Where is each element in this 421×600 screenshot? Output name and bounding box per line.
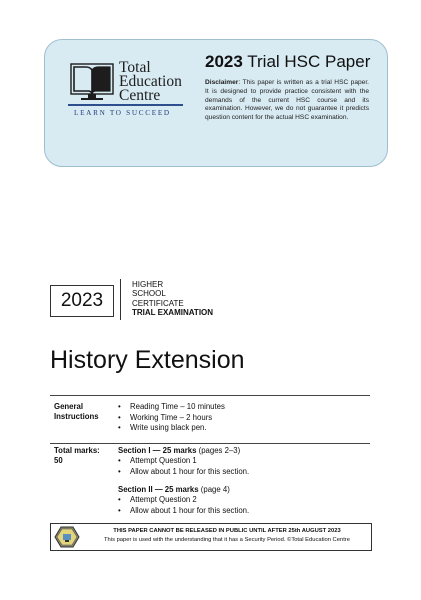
list-item: • Allow about 1 hour for this section.	[118, 467, 249, 478]
logo-rule	[68, 104, 183, 106]
cert-line: CERTIFICATE	[132, 298, 184, 308]
section-1-pages: (pages 2–3)	[196, 446, 241, 455]
divider	[120, 279, 121, 320]
total-marks-label	[54, 446, 100, 466]
list-item: • Allow about 1 hour for this section.	[118, 506, 249, 517]
list-item: • Write using black pen.	[118, 423, 225, 434]
exam-year-box: 2023	[50, 285, 114, 317]
general-instructions-label: General Instructions	[54, 402, 99, 421]
section-2-heading	[118, 485, 230, 495]
footer-release-notice: THIS PAPER CANNOT BE RELEASED IN PUBLIC UNTIL AFTER 25th AUGUST 2023	[113, 528, 341, 534]
divider	[50, 395, 370, 396]
subject-title: History Extension	[50, 346, 245, 374]
general-instructions-list	[118, 402, 225, 434]
list-item: • Attempt Question 2	[118, 495, 249, 506]
list-item: • Reading Time – 10 minutes	[118, 402, 225, 413]
section-1-list	[118, 456, 249, 477]
section-2-title: Section II — 25 marks	[118, 485, 199, 494]
logo-text: Total Education Centre	[119, 59, 182, 104]
cert-line-trial: TRIAL EXAMINATION	[132, 308, 214, 318]
list-item: • Working Time – 2 hours	[118, 413, 225, 424]
disclaimer	[205, 79, 369, 123]
total-education-centre-logo	[68, 61, 183, 121]
logo-tagline: LEARN TO SUCCEED	[74, 109, 171, 117]
cert-line: SCHOOL	[132, 289, 166, 299]
paper-title-text: Trial HSC Paper	[247, 52, 371, 71]
list-item: • Attempt Question 1	[118, 456, 249, 467]
security-badge-icon	[54, 526, 80, 548]
book-monitor-icon	[68, 61, 116, 103]
paper-year: 2023	[205, 52, 243, 71]
footer-security-notice: This paper is used with the understanding that it has a Security Period. ©Total Education Centre	[104, 537, 350, 543]
divider	[50, 443, 370, 444]
security-footer	[50, 523, 372, 551]
disclaimer-label: Disclaimer	[205, 79, 239, 86]
cert-line: HIGHER	[132, 280, 164, 289]
disclaimer-text: : This paper is written as a trial HSC paper. It is designed to provide practice consistent with the demands of the current HSC course and its examination. However, we do not guarantee it predicts question content for the actual HSC examination.	[205, 79, 369, 122]
total-marks-text: Total marks:	[54, 446, 100, 455]
section-1-title: Section I — 25 marks	[118, 446, 197, 455]
section-1-heading	[118, 446, 240, 456]
certificate-block	[132, 280, 213, 318]
total-marks-value: 50	[54, 456, 63, 465]
section-2-pages: (page 4)	[198, 485, 230, 494]
section-2-list	[118, 495, 249, 516]
paper-title	[205, 52, 370, 72]
